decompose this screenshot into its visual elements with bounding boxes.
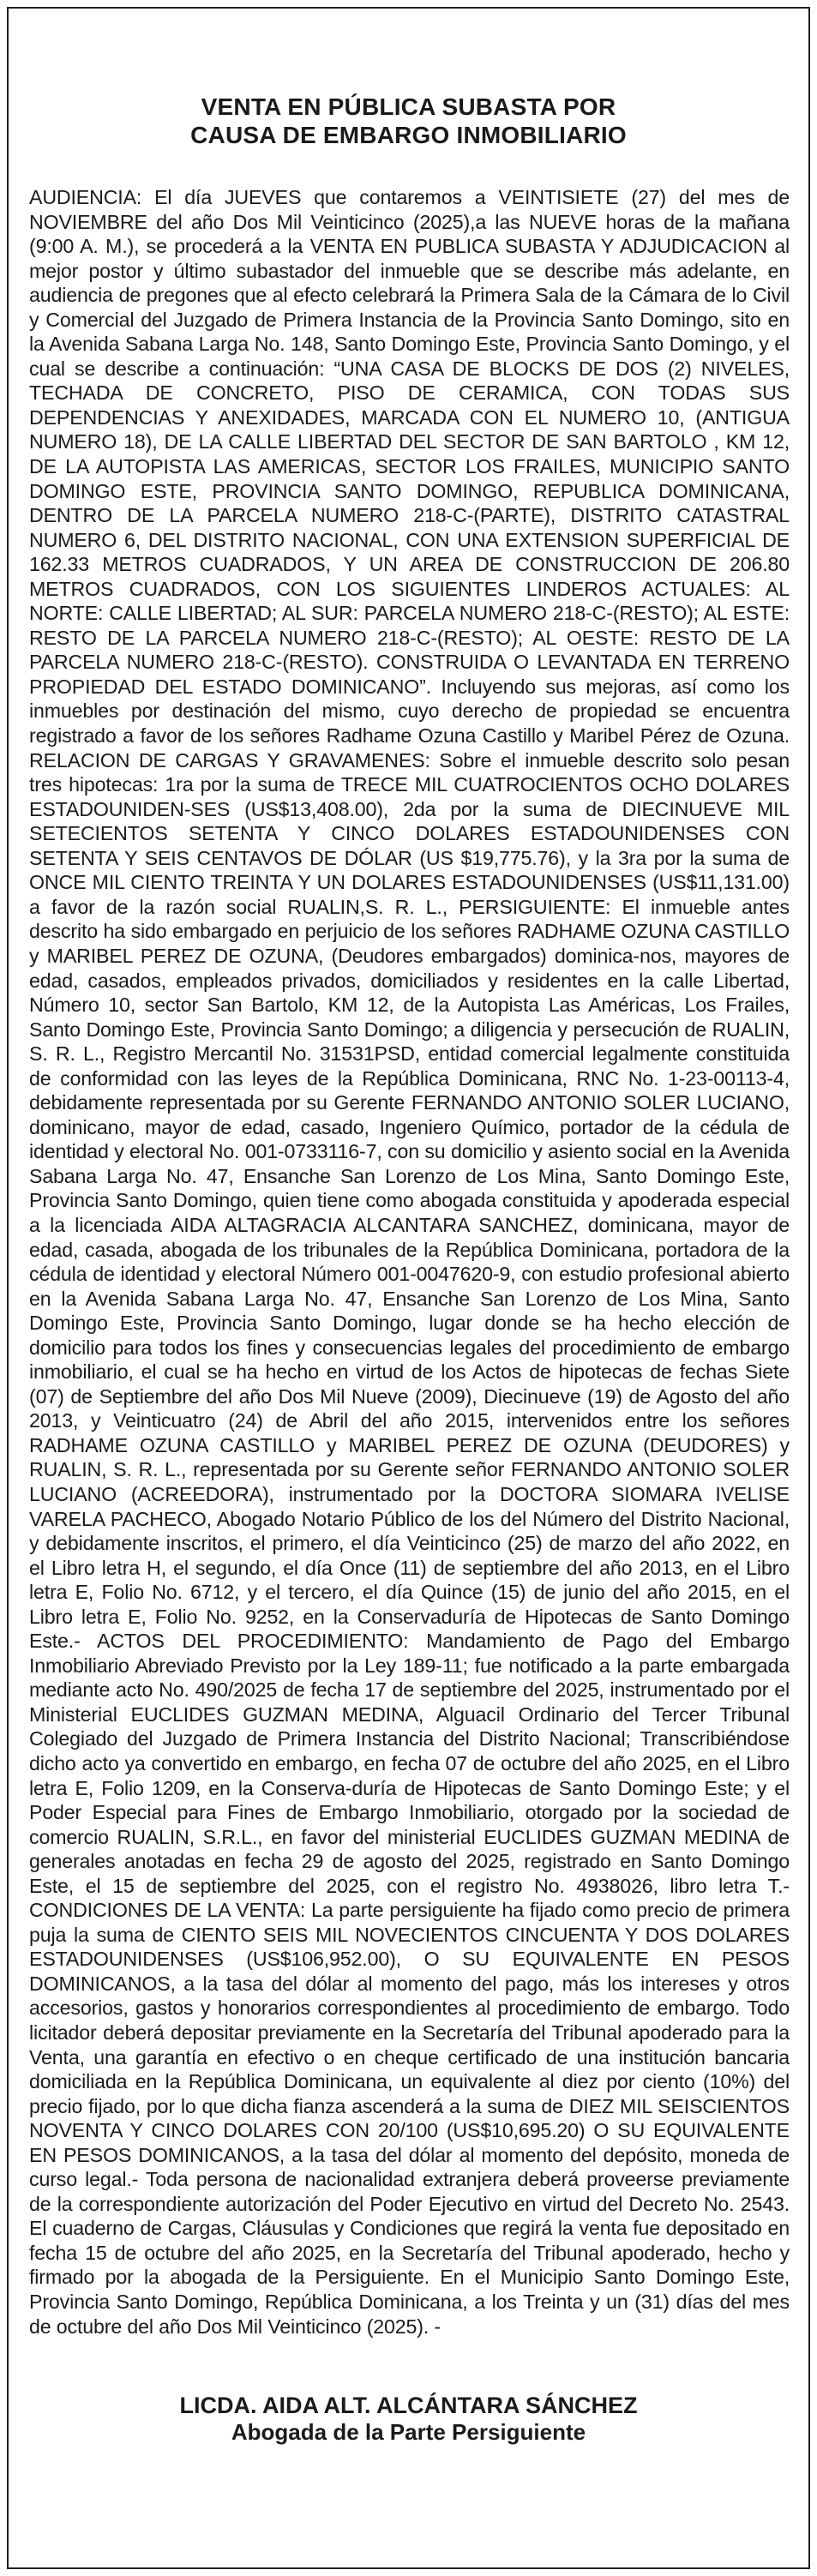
notice-title-line-1: VENTA EN PÚBLICA SUBASTA POR [201, 93, 616, 120]
notice-title-line-2: CAUSA DE EMBARGO INMOBILIARIO [190, 122, 627, 148]
legal-notice-frame [7, 7, 810, 2569]
signature-name: LICDA. AIDA ALT. ALCÁNTARA SÁNCHEZ [179, 2393, 638, 2419]
signature-role: Abogada de la Parte Persiguiente [231, 2419, 586, 2446]
notice-body: AUDIENCIA: El día JUEVES que contaremos a VEINTISIETE (27) del mes de NOVIEMBRE del año Dos Mil Veinticinco (2025),a las NUEVE horas de la mañana (9:00 A. M.), se procederá a la VENTA EN PUBLICA SUBASTA Y ADJUDICACION al mejor postor y último subastador del inmueble que se describe más adelante, en audiencia de pregones que al efecto celebrará la Primera Sala de la Cámara de lo Civil y Comercial del Juzgado de Primera Instancia de la Provincia Santo Domingo, sito en la Avenida Sabana Larga No. 148, Santo Domingo Este, Provincia Santo Domingo, y el cual se describe a continuación: “UNA CASA DE BLOCKS DE DOS (2) NIVELES, TECHADA DE CONCRETO, PISO DE CERAMICA, CON TODAS SUS DEPENDENCIAS Y ANEXIDADES, MARCADA CON EL NUMERO 10, (ANTIGUA NUMERO 18), DE LA CALLE LIBERTAD DEL SECTOR DE SAN BARTOLO , KM 12, DE LA AUTOPISTA LAS AMERICAS, SECTOR LOS FRAILES, MUNICIPIO SANTO DOMINGO ESTE, PROVINCIA SANTO DOMINGO, REPUBLICA DOMINICANA, DENTRO DE LA PARCELA NUMERO 218-C-(PARTE), DISTRITO CATASTRAL NUMERO 6, DEL DISTRITO NACIONAL, CON UNA EXTENSION SUPERFICIAL DE 162.33 METROS CUADRADOS, Y UN AREA DE CONSTRUCCION DE 206.80 METROS CUADRADOS, CON LOS SIGUIENTES LINDEROS ACTUALES: AL NORTE: CALLE LIBERTAD; AL SUR: PARCELA NUMERO 218-C-(RESTO); AL ESTE: RESTO DE LA PARCELA NUMERO 218-C-(RESTO); AL OESTE: RESTO DE LA PARCELA NUMERO 218-C-(RESTO). CONSTRUIDA O LEVANTADA EN TERRENO PROPIEDAD DEL ESTADO DOMINICANO”. Incluyendo sus mejoras, así como los inmuebles por destinación del mismo, cuyo derecho de propiedad se encuentra registrado a favor de los señores Radhame Ozuna Castillo y Maribel Pérez de Ozuna. RELACION DE CARGAS Y GRAVAMENES: Sobre el inmueble descrito solo pesan tres hipotecas: 1ra por la suma de TRECE MIL CUATROCIENTOS OCHO DOLARES ESTADOUNIDEN-SES (US$13,408.00), 2da por la suma de DIECINUEVE MIL SETECIENTOS SETENTA Y CINCO DOLARES ESTADOUNIDENSES CON SETENTA Y SEIS CENTAVOS DE DÓLAR (US $19,775.76), y la 3ra por la suma de ONCE MIL CIENTO TREINTA Y UN DOLARES ESTADOUNIDENSES (US$11,131.00) a favor de la razón social RUALIN,S. R. L., PERSIGUIENTE: El inmueble antes descrito ha sido embargado en perjuicio de los señores RADHAME OZUNA CASTILLO y MARIBEL PEREZ DE OZUNA, (Deudores embargados) dominica-nos, mayores de edad, casados, empleados privados, domiciliados y residentes en la calle Libertad, Número 10, sector San Bartolo, KM 12, de la Autopista Las Américas, Los Frailes, Santo Domingo Este, Provincia Santo Domingo; a diligencia y persecución de RUALIN, S. R. L., Registro Mercantil No. 31531PSD, entidad comercial legalmente constituida de conformidad con las leyes de la República Dominicana, RNC No. 1-23-00113-4, debidamente representada por su Gerente FERNANDO ANTONIO SOLER LUCIANO, dominicano, mayor de edad, casado, Ingeniero Químico, portador de la cédula de identidad y electoral No. 001-0733116-7, con su domicilio y asiento social en la Avenida Sabana Larga No. 47, Ensanche San Lorenzo de Los Mina, Santo Domingo Este, Provincia Santo Domingo, quien tiene como abogada constituida y apoderada especial a la licenciada AIDA ALTAGRACIA ALCANTARA SANCHEZ, dominicana, mayor de edad, casada, abogada de los tribunales de la República Dominicana, portadora de la cédula de identidad y electoral Número 001-0047620-9, con estudio profesional abierto en la Avenida Sabana Larga No. 47, Ensanche San Lorenzo de Los Mina, Santo Domingo Este, Provincia Santo Domingo, lugar donde se ha hecho elección de domicilio para todos los fines y consecuencias legales del procedimiento de embargo inmobiliario, el cual se ha hecho en virtud de los Actos de hipotecas de fechas Siete (07) de Septiembre del año Dos Mil Nueve (2009), Diecinueve (19) de Agosto del año 2013, y Veinticuatro (24) de Abril del año 2015, intervenidos entre los señores RADHAME OZUNA CASTILLO y MARIBEL PEREZ DE OZUNA (DEUDORES) y RUALIN, S. R. L., representada por su Gerente señor FERNANDO ANTONIO SOLER LUCIANO (ACREEDORA), instrumentado por la DOCTORA SIOMARA IVELISE VARELA PACHECO, Abogado Notario Público de los del Número del Distrito Nacional, y debidamente inscritos, el primero, el día Veinticinco (25) de marzo del año 2022, en el Libro letra H, el segundo, el día Once (11) de septiembre del año 2013, en el Libro letra E, Folio No. 6712, y el tercero, el día Quince (15) de junio del año 2015, en el Libro letra E, Folio No. 9252, en la Conservaduría de Hipotecas de Santo Domingo Este.- ACTOS DEL PROCEDIMIENTO: Mandamiento de Pago del Embargo Inmobiliario Abreviado Previsto por la Ley 189-11; fue notificado a la parte embargada mediante acto No. 490/2025 de fecha 17 de septiembre del 2025, instrumentado por el Ministerial EUCLIDES GUZMAN MEDINA, Alguacil Ordinario del Tercer Tribunal Colegiado del Juzgado de Primera Instancia del Distrito Nacional; Transcribiéndose dicho acto ya convertido en embargo, en fecha 07 de octubre del año 2025, en el Libro letra E, Folio 1209, en la Conserva-duría de Hipotecas de Santo Domingo Este; y el Poder Especial para Fines de Embargo Inmobiliario, otorgado por la sociedad de comercio RUALIN, S.R.L., en favor del ministerial EUCLIDES GUZMAN MEDINA de generales anotadas en fecha 29 de agosto del 2025, registrado en Santo Domingo Este, el 15 de septiembre del 2025, con el registro No. 4938026, libro letra T.- CONDICIONES DE LA VENTA: La parte persiguiente ha fijado como precio de primera puja la suma de CIENTO SEIS MIL NOVECIENTOS CINCUENTA Y DOS DOLARES ESTADOUNIDENSES (US$106,952.00), O SU EQUIVALENTE EN PESOS DOMINICANOS, a la tasa del dólar al momento del pago, más los intereses y otros accesorios, gastos y honorarios correspondientes al procedimiento de embargo. Todo licitador deberá depositar previamente en la Secretaría del Tribunal apoderado para la Venta, una garantía en efectivo o en cheque certificado de una institución bancaria domiciliada en la República Dominicana, un equivalente al diez por ciento (10%) del precio fijado, por lo que dicha fianza ascenderá a la suma de DIEZ MIL SEISCIENTOS NOVENTA Y CINCO DOLARES CON 20/100 (US$10,695.20) O SU EQUIVALENTE EN PESOS DOMINICANOS, a la tasa del dólar al momento del depósito, moneda de curso legal.- Toda persona de nacionalidad extranjera deberá proveerse previamente de la correspondiente autorización del Poder Ejecutivo en virtud del Decreto No. 2543. El cuaderno de Cargas, Cláusulas y Condiciones que regirá la venta fue depositado en fecha 15 de octubre del año 2025, en la Secretaría del Tribunal apoderado, hecho y firmado por la abogada de la Persiguiente. En el Municipio Santo Domingo Este, Provincia Santo Domingo, República Dominicana, a los Treinta y un (31) días del mes de octubre del año Dos Mil Veinticinco (2025). - [29, 186, 790, 2338]
signature-block [9, 2392, 808, 2445]
notice-title [9, 93, 808, 149]
